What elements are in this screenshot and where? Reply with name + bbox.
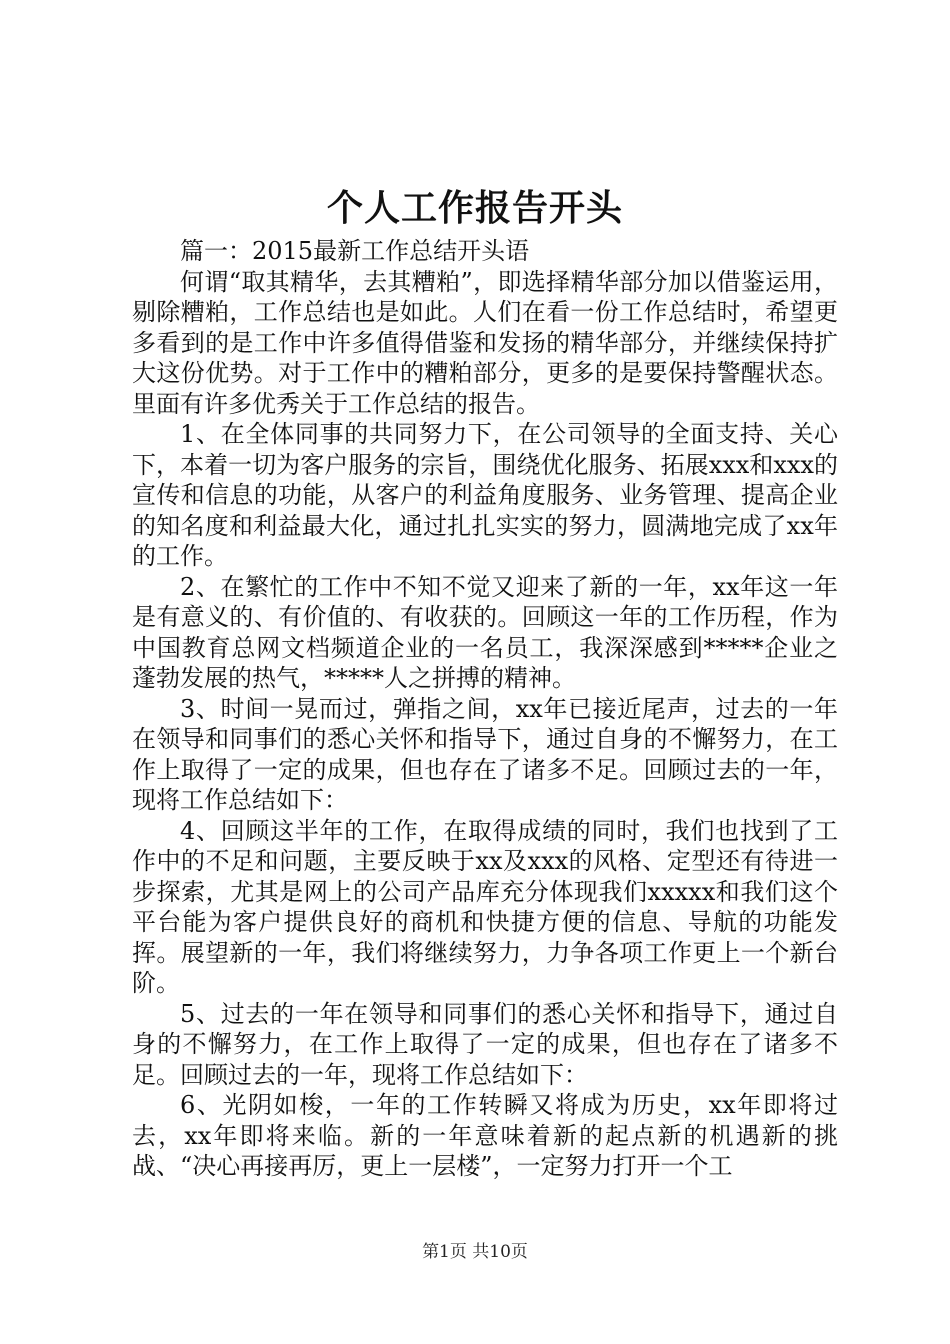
intro-paragraph: 何谓“取其精华，去其糟粕”，即选择精华部分加以借鉴运用，剔除糟粕，工作总结也是如此。人们在看一份工作总结时，希望更多看到的是工作中许多值得借鉴和发扬的精华部分，并继续保持扩大这份优势。对于工作中的糟粕部分，更多的是要保持警醒状态。里面有许多优秀关于工作总结的报告。 — [132, 267, 838, 418]
paragraph-1: 1、在全体同事的共同努力下，在公司领导的全面支持、关心下，本着一切为客户服务的宗旨，围绕优化服务、拓展xxx和xxx的宣传和信息的功能，从客户的利益角度服务、业务管理、提高企业的知名度和利益最大化，通过扎扎实实的努力，圆满地完成了xx年的工作。 — [132, 420, 838, 570]
section-subtitle: 篇一：2015最新工作总结开头语 — [180, 237, 530, 265]
paragraph-4: 4、回顾这半年的工作，在取得成绩的同时，我们也找到了工作中的不足和问题，主要反映于xx及xxx的风格、定型还有待进一步探索，尤其是网上的公司产品库充分体现我们xxxxx和我们这个平台能为客户提供良好的商机和快捷方便的信息、导航的功能发挥。展望新的一年，我们将继续努力，力争各项工作更上一个新台阶。 — [132, 816, 838, 997]
paragraph-2: 2、在繁忙的工作中不知不觉又迎来了新的一年，xx年这一年是有意义的、有价值的、有收获的。回顾这一年的工作历程，作为中国教育总网文档频道企业的一名员工，我深深感到*****企业之蓬勃发展的热气，*****人之拼搏的精神。 — [132, 572, 838, 692]
page-title: 个人工作报告开头 — [326, 187, 623, 229]
paragraph-6: 6、光阴如梭，一年的工作转瞬又将成为历史，xx年即将过去，xx年即将来临。新的一年意味着新的起点新的机遇新的挑战、“决心再接再厉，更上一层楼”，一定努力打开一个工 — [132, 1091, 838, 1180]
paragraph-3: 3、时间一晃而过，弹指之间，xx年已接近尾声，过去的一年在领导和同事们的悉心关怀和指导下，通过自身的不懈努力，在工作上取得了一定的成果，但也存在了诸多不足。回顾过去的一年，现将工作总结如下： — [132, 694, 838, 814]
page-number-footer: 第1页 共10页 — [422, 1242, 528, 1262]
document-body — [132, 236, 838, 1182]
paragraph-5: 5、过去的一年在领导和同事们的悉心关怀和指导下，通过自身的不懈努力，在工作上取得了一定的成果，但也存在了诸多不足。回顾过去的一年，现将工作总结如下： — [132, 999, 838, 1089]
